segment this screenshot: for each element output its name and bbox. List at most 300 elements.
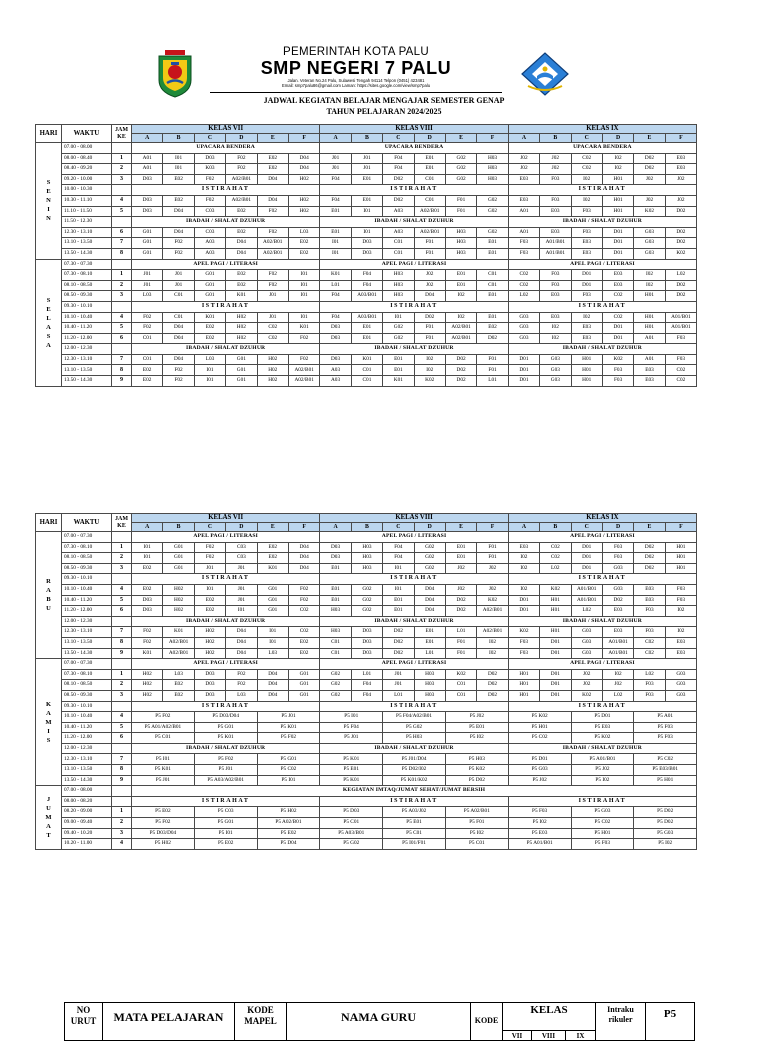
day-letter: A <box>46 587 51 595</box>
schedule-cell: J02 <box>571 680 602 691</box>
schedule-cell: E01 <box>477 291 508 302</box>
schedule-cell: D01 <box>508 376 539 387</box>
p5-cell: P5 F02 <box>194 754 257 765</box>
day-letter: N <box>46 197 51 205</box>
schedule-cell: E01 <box>477 248 508 259</box>
break-cell: ISTIRAHAT <box>508 185 696 196</box>
day-letter: A <box>46 341 51 349</box>
schedule-cell: F03 <box>634 606 665 617</box>
schedule-cell: A01/B01 <box>571 595 602 606</box>
table-row <box>36 280 697 291</box>
schedule-cell: K01 <box>163 627 194 638</box>
schedule-cell: F02 <box>194 553 225 564</box>
time-cell: 11.20 - 12.00 <box>62 733 112 744</box>
table-row <box>36 376 697 387</box>
schedule-cell: A03 <box>320 376 351 387</box>
schedule-cell: E01 <box>445 280 476 291</box>
schedule-cell: J02 <box>602 680 633 691</box>
schedule-cell: D01 <box>571 553 602 564</box>
kode-guru-header: KODE <box>471 1003 503 1041</box>
p5-cell: P5 A02/B01 <box>445 807 508 818</box>
schedule-cell: G03 <box>508 333 539 344</box>
ke-label: KE <box>117 522 126 529</box>
schedule-cell: J02 <box>634 195 665 206</box>
period-cell: 3 <box>112 563 132 574</box>
schedule-cell: F01 <box>445 195 476 206</box>
period-cell: 8 <box>112 765 132 776</box>
period-cell: 3 <box>112 828 132 839</box>
schedule-cell: D04 <box>226 238 257 249</box>
schedule-cell: F02 <box>226 669 257 680</box>
activity-cell: IBADAH / SHALAT DZUHUR <box>132 217 320 228</box>
time-cell: 13.10 - 13.50 <box>62 238 112 249</box>
schedule-cell: H02 <box>288 206 319 217</box>
schedule-cell: K02 <box>414 376 445 387</box>
schedule-table-senin-selasa <box>35 124 697 387</box>
time-cell: 08.50 - 09.30 <box>62 690 112 701</box>
table-row <box>36 238 697 249</box>
day-letter: S <box>46 736 51 744</box>
class-column-header: C <box>383 134 414 143</box>
schedule-cell: D03 <box>351 627 382 638</box>
schedule-cell: I02 <box>571 174 602 185</box>
period-cell: 6 <box>112 606 132 617</box>
schedule-cell: F01 <box>445 637 476 648</box>
break-cell: ISTIRAHAT <box>320 185 508 196</box>
schedule-cell: K02 <box>602 354 633 365</box>
schedule-cell: F01 <box>414 333 445 344</box>
p5-cell: P5 D02 <box>445 775 508 786</box>
schedule-cell: F02 <box>226 153 257 164</box>
kelas-viii-subheader: VIII <box>532 1031 566 1041</box>
schedule-cell: I01 <box>383 312 414 323</box>
day-letter: E <box>46 188 51 196</box>
schedule-cell: C02 <box>288 606 319 617</box>
schedule-cell: F03 <box>665 333 696 344</box>
break-cell: ISTIRAHAT <box>508 574 696 585</box>
schedule-cell: K02 <box>508 627 539 638</box>
period-cell: 1 <box>112 153 132 164</box>
schedule-cell: G02 <box>383 333 414 344</box>
schedule-cell: D02 <box>414 312 445 323</box>
class-column-header: A <box>132 523 163 532</box>
table-row <box>36 722 697 733</box>
schedule-cell: L03 <box>288 227 319 238</box>
schedule-cell: H03 <box>445 227 476 238</box>
schedule-cell: J01 <box>226 563 257 574</box>
schedule-cell: J02 <box>540 164 571 175</box>
table-row <box>36 818 697 829</box>
period-cell: 8 <box>112 365 132 376</box>
activity-cell: IBADAH / SHALAT DZUHUR <box>508 217 696 228</box>
day-letter: B <box>46 596 51 604</box>
schedule-cell: F03 <box>634 690 665 701</box>
day-letter: A <box>46 323 51 331</box>
class-column-header: C <box>383 523 414 532</box>
schedule-cell: H03 <box>445 248 476 259</box>
kelas-ix-subheader: IX <box>566 1031 596 1041</box>
schedule-cell: E02 <box>257 153 288 164</box>
schedule-cell: E01 <box>477 312 508 323</box>
schedule-cell: H01 <box>602 195 633 206</box>
p5-cell: P5 K01 <box>257 722 320 733</box>
p5-cell: P5 I01 <box>132 754 195 765</box>
schedule-cell: C02 <box>665 365 696 376</box>
schedule-cell: E02 <box>257 542 288 553</box>
schedule-cell: F04 <box>320 312 351 323</box>
schedule-cell: E03 <box>540 312 571 323</box>
p5-cell: P5 G02 <box>320 839 383 850</box>
period-cell: 7 <box>112 627 132 638</box>
class-column-header: C <box>571 134 602 143</box>
schedule-cell: J01 <box>257 291 288 302</box>
schedule-cell: F01 <box>477 553 508 564</box>
schedule-cell: H02 <box>226 323 257 334</box>
schedule-cell: D03 <box>194 690 225 701</box>
letterhead-text <box>200 46 512 89</box>
schedule-cell: E01 <box>477 238 508 249</box>
school-contact: Email: smp7palu86@gmail.com Laman: https://sites.google.com/view/smp7palu <box>281 83 431 89</box>
p5-cell: P5 K01 <box>132 765 195 776</box>
table-row <box>36 164 697 175</box>
day-letter: S <box>46 332 51 340</box>
schedule-cell: I01 <box>132 553 163 564</box>
schedule-cell: G02 <box>445 174 476 185</box>
schedule-table-rabu-jumat <box>35 513 697 850</box>
schedule-cell: K01 <box>194 312 225 323</box>
schedule-cell: E02 <box>132 563 163 574</box>
schedule-cell: D01 <box>508 595 539 606</box>
schedule-cell: H02 <box>288 174 319 185</box>
period-cell <box>112 532 132 543</box>
schedule-cell: H01 <box>665 563 696 574</box>
schedule-cell: E03 <box>665 153 696 164</box>
schedule-cell: E03 <box>540 291 571 302</box>
day-cell-kamis <box>36 659 62 786</box>
schedule-cell: H03 <box>445 238 476 249</box>
class-column-header: A <box>320 134 351 143</box>
schedule-cell: E01 <box>445 270 476 281</box>
schedule-cell: F02 <box>257 227 288 238</box>
schedule-cell: E01 <box>383 365 414 376</box>
schedule-cell: I02 <box>477 637 508 648</box>
schedule-cell: F02 <box>132 627 163 638</box>
schedule-cell: G03 <box>540 365 571 376</box>
p5-cell: P5 C01 <box>132 733 195 744</box>
activity-cell: IBADAH / SHALAT DZUHUR <box>508 743 696 754</box>
class-letter-row <box>36 523 697 532</box>
schedule-cell: D01 <box>540 669 571 680</box>
p5-cell: P5 H01 <box>508 722 571 733</box>
schedule-cell: J01 <box>132 280 163 291</box>
schedule-cell: F01 <box>414 323 445 334</box>
intrakurikuler-header: Intraku rikuler <box>596 1003 646 1041</box>
schedule-cell: C01 <box>163 312 194 323</box>
p5-cell: P5 K01/K02 <box>383 775 446 786</box>
time-cell: 08.10 - 08.50 <box>62 553 112 564</box>
schedule-cell: C01 <box>320 648 351 659</box>
p5-cell: P5 I01 <box>194 828 257 839</box>
schedule-cell: H02 <box>132 690 163 701</box>
p5-cell: P5 J01/D04 <box>383 754 446 765</box>
schedule-cell: F03 <box>508 637 539 648</box>
schedule-cell: H02 <box>132 669 163 680</box>
schedule-cell: C01 <box>445 690 476 701</box>
p5-cell: P5 C01 <box>320 818 383 829</box>
schedule-cell: L03 <box>194 354 225 365</box>
schedule-cell: D01 <box>602 238 633 249</box>
schedule-cell: F01 <box>445 648 476 659</box>
schedule-cell: E01 <box>383 595 414 606</box>
day-letter: S <box>46 296 51 304</box>
p5-cell: P5 F03 <box>571 839 634 850</box>
p5-cell: P5 A03/B01 <box>320 828 383 839</box>
time-cell: 10.40 - 11.20 <box>62 722 112 733</box>
schedule-cell: D03 <box>351 648 382 659</box>
p5-cell: P5 F02 <box>132 818 195 829</box>
schedule-cell: G03 <box>634 238 665 249</box>
time-cell: 13.50 - 14.30 <box>62 648 112 659</box>
p5-cell: P5 I02 <box>634 839 697 850</box>
palu-city-emblem-icon <box>155 50 195 98</box>
schedule-cell: E02 <box>163 174 194 185</box>
period-cell: 3 <box>112 174 132 185</box>
schedule-cell: A02/B01 <box>257 248 288 259</box>
break-cell: ISTIRAHAT <box>508 796 696 807</box>
day-cell-jumat <box>36 786 62 850</box>
schedule-cell: I02 <box>508 563 539 574</box>
schedule-cell: I02 <box>602 153 633 164</box>
schedule-cell: G01 <box>288 680 319 691</box>
schedule-cell: D02 <box>634 153 665 164</box>
day-letter: I <box>47 206 50 214</box>
schedule-cell: D01 <box>540 637 571 648</box>
schedule-cell: E02 <box>257 553 288 564</box>
break-cell: ISTIRAHAT <box>508 701 696 712</box>
school-emblem-icon <box>518 50 572 98</box>
day-letter: I <box>47 727 50 735</box>
schedule-cell: C02 <box>508 270 539 281</box>
table-row <box>36 669 697 680</box>
schedule-cell: G03 <box>665 680 696 691</box>
schedule-cell: J02 <box>508 153 539 164</box>
schedule-cell: G02 <box>477 206 508 217</box>
table-row <box>36 627 697 638</box>
period-cell: 8 <box>112 637 132 648</box>
schedule-cell: C03 <box>194 206 225 217</box>
day-letter: J <box>46 796 51 804</box>
schedule-cell: E01 <box>351 195 382 206</box>
header-row <box>36 514 697 523</box>
schedule-cell: J02 <box>540 153 571 164</box>
schedule-cell: J02 <box>571 669 602 680</box>
schedule-cell: I02 <box>540 333 571 344</box>
schedule-cell: G03 <box>665 690 696 701</box>
activity-cell: UPACARA BENDERA <box>132 143 320 154</box>
kode-mapel-header: KODE MAPEL <box>235 1003 287 1041</box>
schedule-cell: D03 <box>320 542 351 553</box>
schedule-cell: H03 <box>477 164 508 175</box>
schedule-cell: H02 <box>163 595 194 606</box>
schedule-cell: I02 <box>571 195 602 206</box>
schedule-cell: C01 <box>163 291 194 302</box>
schedule-cell: A01/B01 <box>571 584 602 595</box>
schedule-cell: L02 <box>634 669 665 680</box>
schedule-cell: F03 <box>508 238 539 249</box>
schedule-cell: D02 <box>445 595 476 606</box>
jam-ke-header <box>112 125 132 143</box>
p5-cell: P5 J02 <box>571 765 634 776</box>
schedule-cell: F03 <box>540 195 571 206</box>
period-cell: 4 <box>112 584 132 595</box>
table-row <box>36 259 697 270</box>
schedule-cell: H01 <box>508 690 539 701</box>
schedule-cell: F03 <box>508 648 539 659</box>
schedule-cell: E03 <box>602 606 633 617</box>
schedule-cell: G01 <box>194 280 225 291</box>
schedule-cell: H02 <box>226 312 257 323</box>
schedule-cell: I01 <box>288 312 319 323</box>
schedule-cell: L02 <box>571 606 602 617</box>
schedule-cell: A02/B01 <box>477 627 508 638</box>
schedule-cell: G02 <box>320 690 351 701</box>
schedule-cell: C01 <box>132 333 163 344</box>
schedule-cell: C02 <box>508 280 539 291</box>
schedule-cell: F01 <box>445 206 476 217</box>
activity-cell: APEL PAGI / LITERASI <box>508 532 696 543</box>
schedule-cell: J01 <box>320 153 351 164</box>
schedule-cell: K03 <box>194 164 225 175</box>
table-row <box>36 248 697 259</box>
schedule-cell: E02 <box>132 376 163 387</box>
day-cell-rabu <box>36 532 62 659</box>
period-cell: 1 <box>112 807 132 818</box>
schedule-cell: H01 <box>665 553 696 564</box>
table-row <box>36 839 697 850</box>
table-row <box>36 712 697 723</box>
table-row <box>36 775 697 786</box>
schedule-cell: E03 <box>665 648 696 659</box>
schedule-cell: E01 <box>320 584 351 595</box>
schedule-cell: D04 <box>288 542 319 553</box>
class-column-header: B <box>163 134 194 143</box>
p5-cell: P5 C03 <box>194 807 257 818</box>
schedule-cell: F02 <box>288 595 319 606</box>
activity-cell: UPACARA BENDERA <box>320 143 508 154</box>
schedule-cell: A02/B01 <box>163 648 194 659</box>
schedule-cell: F04 <box>320 291 351 302</box>
schedule-cell: D04 <box>226 648 257 659</box>
table-row <box>36 143 697 154</box>
schedule-cell: K01 <box>383 376 414 387</box>
table-row <box>36 553 697 564</box>
schedule-cell: A03 <box>194 238 225 249</box>
schedule-cell: D01 <box>602 227 633 238</box>
schedule-cell: H02 <box>226 333 257 344</box>
p5-cell: P5 G01 <box>194 722 257 733</box>
schedule-cell: A02/B01 <box>257 238 288 249</box>
activity-cell: IBADAH / SHALAT DZUHUR <box>320 616 508 627</box>
day-letter: L <box>46 314 51 322</box>
table-row <box>36 690 697 701</box>
schedule-cell: I02 <box>414 354 445 365</box>
table-row <box>36 754 697 765</box>
schedule-cell: H01 <box>540 627 571 638</box>
time-cell: 10.40 - 11.20 <box>62 323 112 334</box>
schedule-cell: K01 <box>257 563 288 574</box>
period-cell <box>112 616 132 627</box>
period-cell <box>112 143 132 154</box>
time-cell: 07.00 - 08.00 <box>62 143 112 154</box>
table-row <box>36 312 697 323</box>
period-cell: 2 <box>112 553 132 564</box>
p5-cell: P5 I02 <box>571 775 634 786</box>
schedule-cell: A02/B01 <box>477 606 508 617</box>
kelas-vii-subheader: VII <box>503 1031 532 1041</box>
p5-cell: P5 G03 <box>571 807 634 818</box>
schedule-cell: E02 <box>226 206 257 217</box>
schedule-cell: D04 <box>414 584 445 595</box>
schedule-cell: E03 <box>540 206 571 217</box>
period-cell <box>112 185 132 196</box>
day-letter: E <box>46 305 51 313</box>
schedule-cell: G02 <box>351 584 382 595</box>
schedule-cell: F04 <box>320 174 351 185</box>
schedule-cell: H01 <box>508 669 539 680</box>
schedule-cell: D04 <box>414 606 445 617</box>
schedule-cell: I01 <box>351 227 382 238</box>
table-row <box>36 195 697 206</box>
period-cell: 6 <box>112 333 132 344</box>
break-cell: ISTIRAHAT <box>320 701 508 712</box>
schedule-cell: K01 <box>351 354 382 365</box>
schedule-cell: D02 <box>383 637 414 648</box>
schedule-cell: D02 <box>383 627 414 638</box>
schedule-cell: E03 <box>602 280 633 291</box>
break-cell: ISTIRAHAT <box>132 701 320 712</box>
break-cell: ISTIRAHAT <box>320 574 508 585</box>
table-row <box>36 333 697 344</box>
schedule-cell: D04 <box>257 174 288 185</box>
schedule-cell: K01 <box>320 270 351 281</box>
p5-cell: P5 A01/A02/B01 <box>132 722 195 733</box>
schedule-cell: D03 <box>320 354 351 365</box>
schedule-cell: A01/B01 <box>540 238 571 249</box>
p5-cell: P5 C01 <box>445 839 508 850</box>
schedule-cell: E03 <box>665 637 696 648</box>
schedule-cell: J02 <box>414 270 445 281</box>
schedule-cell: D01 <box>571 563 602 574</box>
table-row <box>36 606 697 617</box>
schedule-cell: I02 <box>414 365 445 376</box>
schedule-cell: E03 <box>508 174 539 185</box>
schedule-cell: E03 <box>508 195 539 206</box>
period-cell: 8 <box>112 248 132 259</box>
p5-cell: P5 F03 <box>634 733 697 744</box>
schedule-cell: I02 <box>634 270 665 281</box>
p5-cell: P5 E02 <box>194 839 257 850</box>
schedule-cell: D02 <box>445 606 476 617</box>
p5-cell: P5 A01/B01 <box>571 754 634 765</box>
schedule-cell: I02 <box>571 312 602 323</box>
schedule-cell: D04 <box>226 637 257 648</box>
time-cell: 13.50 - 14.30 <box>62 248 112 259</box>
period-cell: 4 <box>112 712 132 723</box>
p5-cell: P5 C02 <box>571 818 634 829</box>
class-column-header: B <box>351 523 382 532</box>
p5-cell: P5 F03 <box>508 807 571 818</box>
table-row <box>36 796 697 807</box>
